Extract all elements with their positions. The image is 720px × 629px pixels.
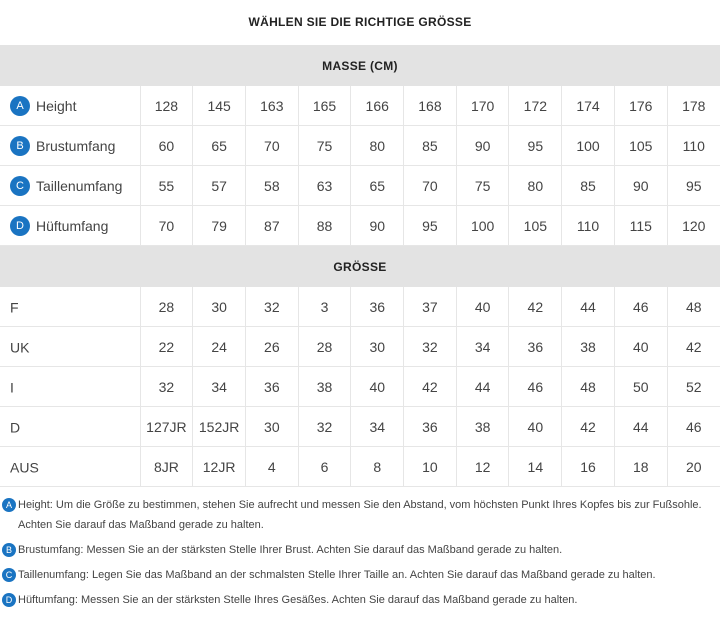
table-cell: 79 [193,206,246,246]
table-cell: 28 [140,287,193,327]
table-cell: 65 [351,166,404,206]
note-item [0,495,714,535]
table-cell: 28 [298,327,351,367]
table-cell: 165 [298,86,351,126]
table-cell: 75 [298,126,351,166]
note-item [0,540,714,560]
section-measurements [0,45,720,86]
letter-badge-icon: B [2,543,16,557]
table-cell: 40 [351,367,404,407]
table-cell: 44 [562,287,615,327]
table-cell: 34 [351,407,404,447]
table-cell: 90 [351,206,404,246]
table-cell: 105 [509,206,562,246]
table-cell: 70 [404,166,457,206]
table-cell: 46 [509,367,562,407]
table-cell: 120 [667,206,720,246]
table-cell: 95 [667,166,720,206]
letter-badge-icon: A [10,96,30,116]
table-cell: 85 [404,126,457,166]
table-cell: 38 [562,327,615,367]
table-row [0,126,720,166]
table-cell: 26 [245,327,298,367]
table-cell: 32 [298,407,351,447]
table-cell: 152JR [193,407,246,447]
table-cell: 38 [456,407,509,447]
table-cell: 87 [245,206,298,246]
table-cell: 10 [404,447,457,487]
row-label-cell [0,407,140,447]
row-label-cell [0,206,140,246]
table-cell: 16 [562,447,615,487]
table-cell: 14 [509,447,562,487]
row-label: Height [36,97,77,114]
table-row [0,287,720,327]
table-cell: 46 [667,407,720,447]
table-cell: 128 [140,86,193,126]
table-cell: 12 [456,447,509,487]
table-cell: 168 [404,86,457,126]
table-cell: 110 [667,126,720,166]
table-row [0,367,720,407]
row-label: I [10,379,14,396]
table-cell: 110 [562,206,615,246]
table-cell: 18 [614,447,667,487]
table-cell: 8 [351,447,404,487]
row-label: D [10,419,21,436]
row-label-cell [0,287,140,327]
table-cell: 12JR [193,447,246,487]
table-cell: 63 [298,166,351,206]
row-label-cell [0,166,140,206]
table-cell: 55 [140,166,193,206]
table-cell: 90 [456,126,509,166]
section-header: MASSE (CM) [0,45,720,86]
table-cell: 90 [614,166,667,206]
row-label-cell [0,327,140,367]
letter-badge-icon: D [2,593,16,607]
row-label: F [10,299,19,316]
table-cell: 46 [614,287,667,327]
table-cell: 48 [667,287,720,327]
table-cell: 127JR [140,407,193,447]
note-item [0,565,714,585]
table-cell: 24 [193,327,246,367]
table-cell: 115 [614,206,667,246]
table-cell: 37 [404,287,457,327]
table-cell: 40 [614,327,667,367]
note-text: Height: Um die Größe zu bestimmen, stehen Sie aufrecht und messen Sie den Abstand, vom höchsten Punkt Ihres Kopfes bis zur Fußsohle. Achten Sie darauf das Maßband gerade zu halten. [18,499,702,531]
table-cell: 145 [193,86,246,126]
table-cell: 48 [562,367,615,407]
table-cell: 100 [562,126,615,166]
table-cell: 36 [351,287,404,327]
size-chart-table [0,45,720,487]
table-cell: 58 [245,166,298,206]
table-cell: 32 [404,327,457,367]
table-cell: 80 [351,126,404,166]
table-cell: 42 [667,327,720,367]
letter-badge-icon: B [10,136,30,156]
row-label-cell [0,126,140,166]
table-cell: 40 [509,407,562,447]
table-cell: 57 [193,166,246,206]
section-header: GRÖSSE [0,246,720,288]
note-item [0,590,714,610]
row-label: Hüftumfang [36,217,109,234]
measurement-notes [0,495,720,610]
table-cell: 40 [456,287,509,327]
row-label: Brustumfang [36,137,116,154]
table-row [0,206,720,246]
table-cell: 85 [562,166,615,206]
table-cell: 38 [298,367,351,407]
table-cell: 88 [298,206,351,246]
table-cell: 44 [614,407,667,447]
table-cell: 42 [562,407,615,447]
table-cell: 95 [404,206,457,246]
table-cell: 4 [245,447,298,487]
table-row [0,407,720,447]
table-cell: 100 [456,206,509,246]
table-cell: 20 [667,447,720,487]
table-cell: 36 [509,327,562,367]
table-row [0,327,720,367]
row-label: AUS [10,459,39,476]
letter-badge-icon: C [2,568,16,582]
table-cell: 60 [140,126,193,166]
letter-badge-icon: A [2,498,16,512]
table-cell: 174 [562,86,615,126]
table-cell: 166 [351,86,404,126]
letter-badge-icon: C [10,176,30,196]
table-cell: 52 [667,367,720,407]
table-cell: 30 [245,407,298,447]
table-cell: 42 [509,287,562,327]
table-row [0,86,720,126]
table-cell: 6 [298,447,351,487]
table-cell: 70 [245,126,298,166]
table-cell: 75 [456,166,509,206]
note-text: Brustumfang: Messen Sie an der stärksten Stelle Ihrer Brust. Achten Sie darauf das Maßband gerade zu halten. [18,544,563,556]
table-cell: 32 [140,367,193,407]
table-cell: 178 [667,86,720,126]
table-cell: 170 [456,86,509,126]
section-sizes [0,246,720,288]
table-cell: 44 [456,367,509,407]
table-cell: 163 [245,86,298,126]
row-label-cell [0,447,140,487]
row-label-cell [0,367,140,407]
table-cell: 34 [193,367,246,407]
table-cell: 22 [140,327,193,367]
letter-badge-icon: D [10,216,30,236]
row-label: Taillenumfang [36,177,123,194]
note-text: Taillenumfang: Legen Sie das Maßband an der schmalsten Stelle Ihrer Taille an. Achten Sie darauf das Maßband gerade zu halten. [18,569,656,581]
table-cell: 30 [193,287,246,327]
table-cell: 34 [456,327,509,367]
table-cell: 32 [245,287,298,327]
table-cell: 176 [614,86,667,126]
table-cell: 80 [509,166,562,206]
table-cell: 50 [614,367,667,407]
table-row [0,166,720,206]
page-title: WÄHLEN SIE DIE RICHTIGE GRÖSSE [248,15,472,29]
table-cell: 95 [509,126,562,166]
table-cell: 3 [298,287,351,327]
table-cell: 172 [509,86,562,126]
table-cell: 36 [245,367,298,407]
row-label: UK [10,339,30,356]
table-cell: 8JR [140,447,193,487]
row-label-cell [0,86,140,126]
table-cell: 42 [404,367,457,407]
table-cell: 70 [140,206,193,246]
table-cell: 105 [614,126,667,166]
note-text: Hüftumfang: Messen Sie an der stärksten Stelle Ihres Gesäßes. Achten Sie darauf das Maßband gerade zu halten. [18,594,578,606]
table-row [0,447,720,487]
table-cell: 36 [404,407,457,447]
table-cell: 65 [193,126,246,166]
table-cell: 30 [351,327,404,367]
